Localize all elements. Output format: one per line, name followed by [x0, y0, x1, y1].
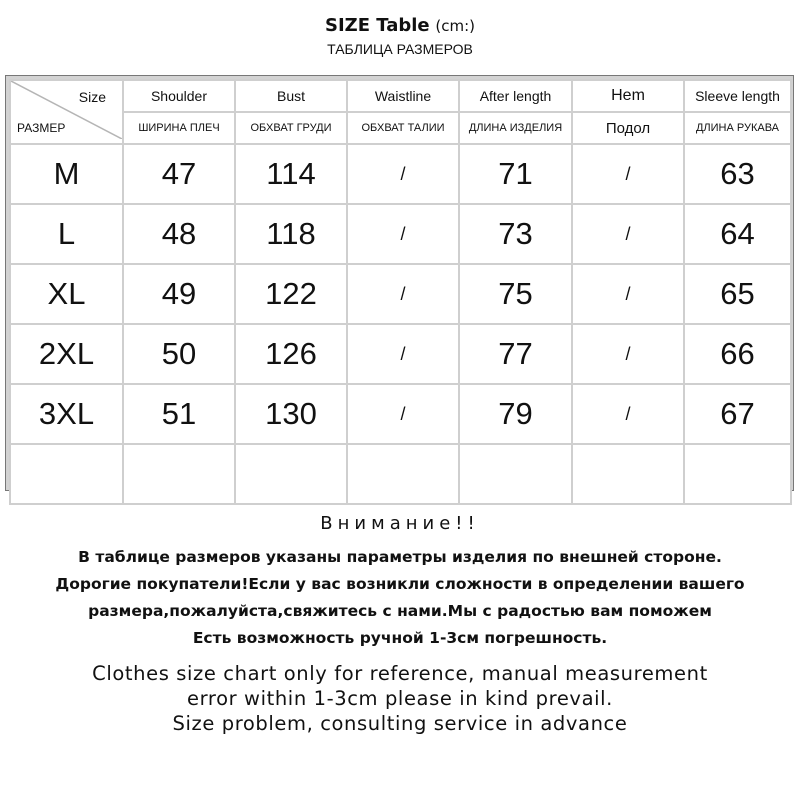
waistline-cell: /: [347, 204, 459, 264]
empty-cell: [572, 444, 684, 504]
notice-line: Дорогие покупатели!Если у вас возникли сложности в определении вашего: [55, 575, 745, 593]
empty-cell: [235, 444, 347, 504]
empty-cell: [684, 444, 791, 504]
col-header-after-length-ru: ДЛИНА ИЗДЕЛИЯ: [459, 112, 572, 144]
shoulder-cell: 49: [123, 264, 235, 324]
col-header-shoulder-ru: ШИРИНА ПЛЕЧ: [123, 112, 235, 144]
hem-cell: /: [572, 384, 684, 444]
bust-cell: 126: [235, 324, 347, 384]
waistline-cell: /: [347, 324, 459, 384]
title-block: [0, 14, 800, 58]
header-row-en: [10, 80, 791, 112]
size-cell: 2XL: [10, 324, 123, 384]
size-cell: 3XL: [10, 384, 123, 444]
notice-line: В таблице размеров указаны параметры изделия по внешней стороне.: [78, 548, 722, 566]
waistline-cell: /: [347, 384, 459, 444]
header-row-ru: [10, 112, 791, 144]
notice-line: Есть возможность ручной 1-3см погрешность.: [192, 629, 608, 647]
english-note: [0, 661, 800, 736]
length-cell: 77: [459, 324, 572, 384]
corner-size-label-ru: РАЗМЕР: [17, 121, 66, 135]
col-header-hem-ru: Подол: [572, 112, 684, 144]
col-header-bust-ru: ОБХВАТ ГРУДИ: [235, 112, 347, 144]
title-unit: (cm:): [435, 17, 475, 35]
col-header-waistline-ru: ОБХВАТ ТАЛИИ: [347, 112, 459, 144]
sleeve-cell: 66: [684, 324, 791, 384]
shoulder-cell: 50: [123, 324, 235, 384]
table-row: [10, 384, 791, 444]
waistline-cell: /: [347, 144, 459, 204]
sleeve-cell: 67: [684, 384, 791, 444]
hem-cell: /: [572, 144, 684, 204]
size-cell: M: [10, 144, 123, 204]
hem-cell: /: [572, 204, 684, 264]
table-row: [10, 144, 791, 204]
length-cell: 71: [459, 144, 572, 204]
corner-size-label: Size: [78, 89, 106, 105]
sleeve-cell: 65: [684, 264, 791, 324]
empty-cell: [123, 444, 235, 504]
size-table-frame: [5, 75, 794, 491]
title-main: SIZE Table: [324, 15, 430, 36]
shoulder-cell: 51: [123, 384, 235, 444]
bust-cell: 122: [235, 264, 347, 324]
bust-cell: 114: [235, 144, 347, 204]
english-note-line: error within 1-3cm please in kind prevail.: [187, 687, 613, 710]
corner-cell: [10, 80, 123, 144]
length-cell: 73: [459, 204, 572, 264]
english-note-line: Clothes size chart only for reference, manual measurement: [92, 662, 708, 685]
size-table: [9, 79, 792, 505]
col-header-waistline: Waistline: [347, 80, 459, 112]
notice-line: размера,пожалуйста,свяжитесь с нами.Мы с радостью вам поможем: [88, 602, 712, 620]
sleeve-cell: 63: [684, 144, 791, 204]
col-header-sleeve-length: Sleeve length: [684, 80, 791, 112]
empty-cell: [10, 444, 123, 504]
col-header-after-length: After length: [459, 80, 572, 112]
shoulder-cell: 47: [123, 144, 235, 204]
sleeve-cell: 64: [684, 204, 791, 264]
empty-cell: [347, 444, 459, 504]
english-note-line: Size problem, consulting service in advance: [172, 712, 628, 735]
length-cell: 75: [459, 264, 572, 324]
bust-cell: 118: [235, 204, 347, 264]
col-header-bust: Bust: [235, 80, 347, 112]
empty-cell: [459, 444, 572, 504]
table-row-empty: [10, 444, 791, 504]
bust-cell: 130: [235, 384, 347, 444]
shoulder-cell: 48: [123, 204, 235, 264]
col-header-hem: Hem: [572, 80, 684, 112]
waistline-cell: /: [347, 264, 459, 324]
page-subtitle: ТАБЛИЦА РАЗМЕРОВ: [327, 41, 473, 57]
size-cell: XL: [10, 264, 123, 324]
table-row: [10, 204, 791, 264]
table-row: [10, 324, 791, 384]
size-cell: L: [10, 204, 123, 264]
col-header-shoulder: Shoulder: [123, 80, 235, 112]
page-title: [0, 14, 800, 38]
notice-text: [0, 544, 800, 652]
table-row: [10, 264, 791, 324]
col-header-sleeve-length-ru: ДЛИНА РУКАВА: [684, 112, 791, 144]
notice-title: Внимание!!: [320, 513, 480, 534]
length-cell: 79: [459, 384, 572, 444]
hem-cell: /: [572, 264, 684, 324]
hem-cell: /: [572, 324, 684, 384]
